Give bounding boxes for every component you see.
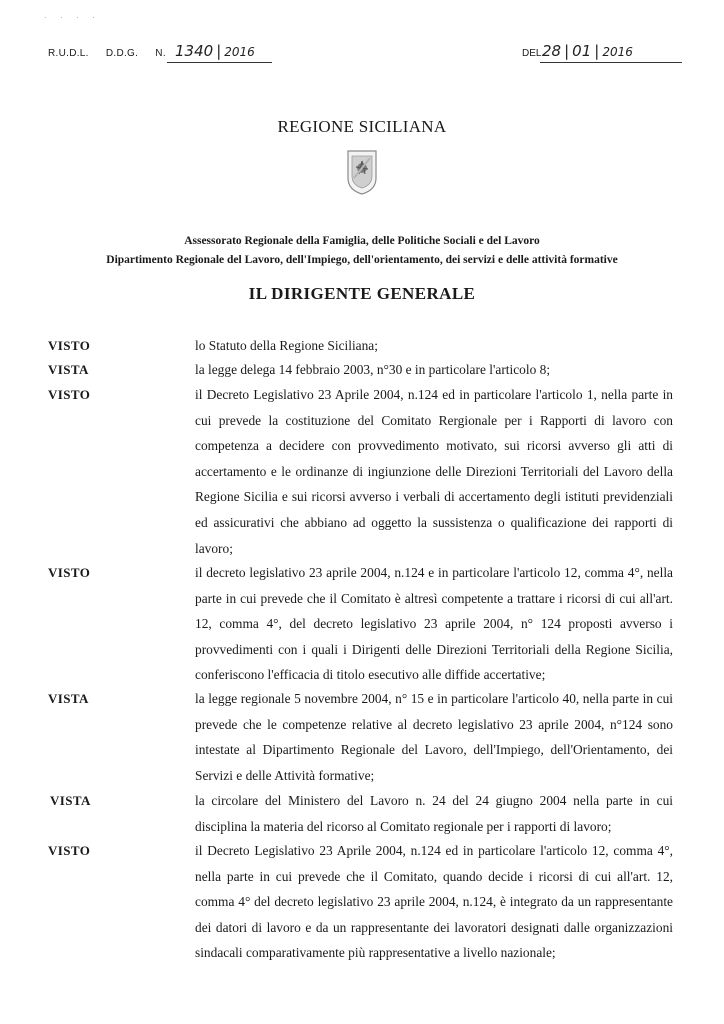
- protocol-number-handwritten: 1340 | 2016: [175, 42, 255, 60]
- n-label: N.: [155, 48, 166, 59]
- rudl-label: R.U.D.L.: [48, 48, 89, 59]
- date-handwritten: 28 | 01 | 2016: [542, 42, 633, 60]
- clause-text: la legge regionale 5 novembre 2004, n° 15 e in particolare l'articolo 40, nella parte in cui prevede che le competenze relative al decreto legislativo 23 aprile 2004, n°124 sono intestate al Dipartimento Regionale del Lavoro, dell'Impiego, dell'Orientamento, dei Servizi e delle Attività formative;: [195, 691, 673, 783]
- clause-keyword: VISTO: [48, 565, 91, 580]
- clause-keyword: VISTA: [50, 793, 91, 808]
- clause-text: lo Statuto della Regione Siciliana;: [195, 338, 378, 353]
- clause-keyword: VISTO: [48, 843, 91, 858]
- region-title: REGIONE SICILIANA: [277, 117, 447, 136]
- clause-keyword: VISTA: [48, 691, 89, 706]
- date-underline: [540, 62, 682, 63]
- del-label: DEL: [522, 48, 542, 59]
- director-title: IL DIRIGENTE GENERALE: [248, 284, 476, 303]
- clause-keyword: VISTO: [48, 387, 91, 402]
- clause-text: il Decreto Legislativo 23 Aprile 2004, n.124 ed in particolare l'articolo 12, comma 4°, nella parte in cui prevede che il Comitato, quando decide i ricorsi di cui all'art. 12, comma 4° del decreto legislativo 23 aprile 2004, n.124, è integrato da un rappresentante dei datori di lavoro e da un rappresentante dei lavoratori designati dalle organizzazioni sindacali comparativamente più rappresentative a livello nazionale;: [195, 843, 673, 961]
- scan-artifact: · · · ·: [44, 14, 101, 22]
- clause-text: la circolare del Ministero del Lavoro n. 24 del 24 giugno 2004 nella parte in cui disciplina la materia del ricorso al Comitato regionale per i rapporti di lavoro;: [195, 793, 673, 834]
- date-header: [522, 48, 541, 59]
- dipartimento-line: Dipartimento Regionale del Lavoro, dell'Impiego, dell'orientamento, dei servizi e delle attività formative: [106, 254, 618, 266]
- clause-text: la legge delega 14 febbraio 2003, n°30 e in particolare l'articolo 8;: [195, 362, 551, 377]
- assessorato-line: Assessorato Regionale della Famiglia, delle Politiche Sociali e del Lavoro: [184, 235, 540, 247]
- clause-keyword: VISTA: [48, 362, 89, 377]
- clause-keyword: VISTO: [48, 338, 91, 353]
- protocol-underline: [167, 62, 272, 63]
- clause-text: il decreto legislativo 23 aprile 2004, n.124 e in particolare l'articolo 12, comma 4°, nella parte in cui prevede che il Comitato è altresì competente a trattare i ricorsi di cui all'art. 12, comma 4°, del decreto legislativo 23 aprile 2004, n° 124 proposti avverso i provvedimenti con i quali i Dirigenti delle Direzioni Territoriali della Regione Sicilia, conferiscono l'efficacia di titolo esecutivo alle diffide accertative;: [195, 565, 673, 683]
- region-emblem-icon: [345, 148, 379, 196]
- protocol-header: [48, 48, 168, 59]
- ddg-label: D.D.G.: [105, 48, 139, 59]
- clause-text: il Decreto Legislativo 23 Aprile 2004, n.124 ed in particolare l'articolo 1, nella parte in cui prevede la costituzione del Comitato Rergionale per i Rapporti di lavoro con competenza a decidere con provvedimento motivato, sui ricorsi avverso gli atti di accertamento e le ordinanze di ingiunzione delle Direzioni Territoriali del Lavoro della Regione Sicilia e sui ricorsi avverso i verbali di accertamento degli istituti previdenziali ed assicurativi che abbiano ad oggetto la sussistenza o qualificazione dei rapporti di lavoro;: [195, 387, 673, 556]
